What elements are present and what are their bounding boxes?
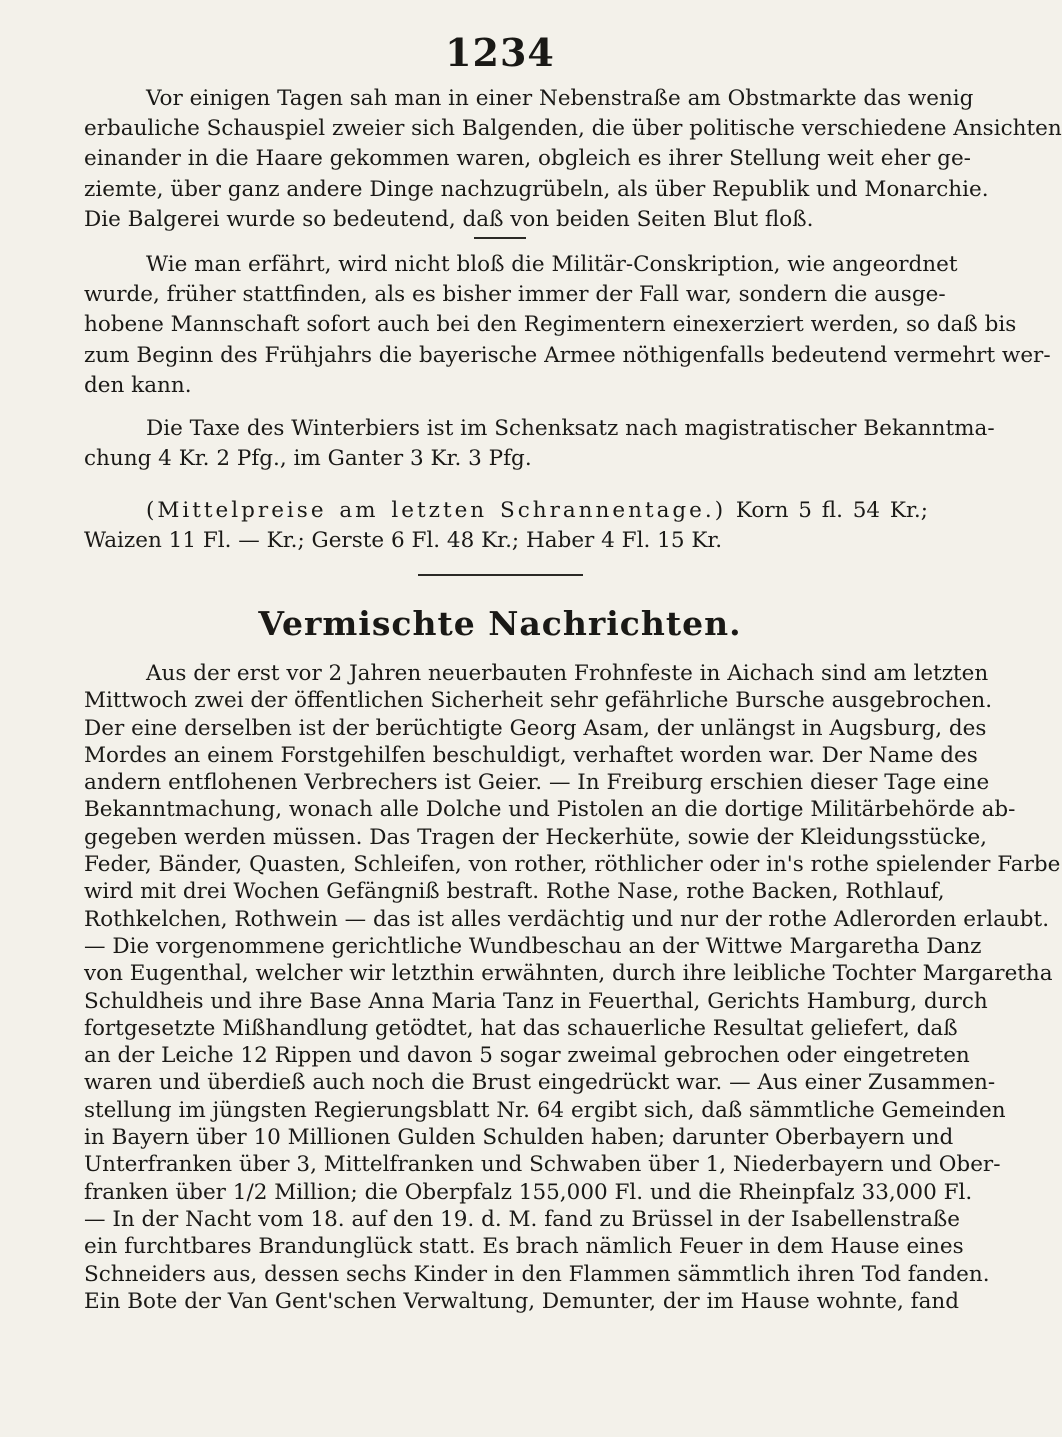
text-line: von Eugenthal, welcher wir letzthin erwähnten, durch ihre leibliche Tochter Margaretha [84, 961, 1053, 987]
text-line: Mordes an einem Forstgehilfen beschuldigt, verhaftet worden war. Der Name des [84, 742, 978, 768]
text-line: wird mit drei Wochen Gefängniß bestraft. Rothe Nase, rothe Backen, Rothlauf, [84, 879, 945, 905]
text-line: Schneiders aus, dessen sechs Kinder in den Flammen sämmtlich ihren Tod fanden. [84, 1261, 990, 1287]
text-line: wurde, früher stattfinden, als es bisher immer der Fall war, sondern die ausge- [84, 282, 946, 308]
text-line: an der Leiche 12 Rippen und davon 5 sogar zweimal gebrochen oder eingetreten [84, 1043, 970, 1069]
text-line: waren und überdieß auch noch die Brust eingedrückt war. — Aus einer Zusammen- [84, 1070, 996, 1096]
paragraph-conskription [84, 250, 1051, 401]
text-line: Bekanntmachung, wonach alle Dolche und Pistolen an die dortige Militärbehörde ab- [84, 797, 1016, 823]
paragraph-obstmarkt [84, 84, 1062, 235]
text-line: chung 4 Kr. 2 Pfg., im Ganter 3 Kr. 3 Pfg. [84, 446, 532, 472]
section-heading: Vermischte Nachrichten. [258, 604, 742, 643]
paragraph-winterbier [84, 414, 995, 474]
text-line: einander in die Haare gekommen waren, obgleich es ihrer Stellung weit eher ge- [84, 146, 971, 172]
text-line: Mittwoch zwei der öffentlichen Sicherheit sehr gefährliche Bursche ausgebrochen. [84, 688, 993, 714]
text-line: Wie man erfährt, wird nicht bloß die Militär-Conskription, wie angeordnet [146, 252, 958, 277]
paragraph-vermischte-nachrichten [84, 660, 1061, 1315]
text-line: Schuldheis und ihre Base Anna Maria Tanz in Feuerthal, Gerichts Hamburg, durch [84, 988, 988, 1014]
text-line: Waizen 11 Fl. — Kr.; Gerste 6 Fl. 48 Kr.; Haber 4 Fl. 15 Kr. [84, 528, 723, 554]
page-number: 1234 [445, 30, 555, 75]
paragraph-schrannenpreise [84, 496, 928, 556]
text-line: — In der Nacht vom 18. auf den 19. d. M. fand zu Brüssel in der Isabellenstraße [84, 1206, 961, 1232]
section-divider [474, 237, 526, 239]
text-line: ein furchtbares Brandunglück statt. Es brach nämlich Feuer in dem Hause eines [84, 1234, 964, 1260]
text-line [84, 496, 928, 526]
text-line: Ein Bote der Van Gent'schen Verwaltung, Demunter, der im Hause wohnte, fand [84, 1288, 960, 1314]
korn-price: Korn 5 fl. 54 Kr.; [735, 498, 928, 523]
text-line: andern entflohenen Verbrechers ist Geier. — In Freiburg erschien dieser Tage eine [84, 770, 990, 796]
text-line: Aus der erst vor 2 Jahren neuerbauten Frohnfeste in Aichach sind am letzten [146, 661, 989, 686]
text-line: zum Beginn des Frühjahrs die bayerische Armee nöthigenfalls bedeutend vermehrt wer- [84, 342, 1051, 368]
text-line: Der eine derselben ist der berüchtigte Georg Asam, der unlängst in Augsburg, des [84, 715, 987, 741]
text-line: gegeben werden müssen. Das Tragen der Heckerhüte, sowie der Kleidungsstücke, [84, 824, 987, 850]
text-line: in Bayern über 10 Millionen Gulden Schulden haben; darunter Oberbayern und [84, 1125, 954, 1151]
text-line: hobene Mannschaft sofort auch bei den Regimentern einexerziert werden, so daß bis [84, 312, 1017, 338]
text-line: den kann. [84, 372, 192, 398]
text-line: ziemte, über ganz andere Dinge nachzugrübeln, als über Republik und Monarchie. [84, 176, 989, 202]
text-line: Die Balgerei wurde so bedeutend, daß von beiden Seiten Blut floß. [84, 206, 814, 232]
text-line: Vor einigen Tagen sah man in einer Nebenstraße am Obstmarkte das wenig [146, 86, 974, 111]
text-line: franken über 1/2 Million; die Oberpfalz 155,000 Fl. und die Rheinpfalz 33,000 Fl. [84, 1179, 973, 1205]
text-line: Unterfranken über 3, Mittelfranken und Schwaben über 1, Niederbayern und Ober- [84, 1152, 1001, 1178]
text-line: stellung im jüngsten Regierungsblatt Nr. 64 ergibt sich, daß sämmtliche Gemeinden [84, 1097, 1006, 1123]
text-line: Rothkelchen, Rothwein — das ist alles verdächtig und nur der rothe Adlerorden erlaubt. [84, 906, 1050, 932]
text-line: fortgesetzte Mißhandlung getödtet, hat das schauerliche Resultat geliefert, daß [84, 1015, 958, 1041]
section-divider [418, 574, 583, 576]
prices-label: (Mittelpreise am letzten Schrannentage.) [146, 498, 727, 523]
text-line: Die Taxe des Winterbiers ist im Schenksatz nach magistratischer Bekanntma- [146, 416, 995, 441]
text-line: Feder, Bänder, Quasten, Schleifen, von rother, röthlicher oder in's rothe spielender Farbe [84, 852, 1061, 878]
text-line: — Die vorgenommene gerichtliche Wundbeschau an der Wittwe Margaretha Danz [84, 933, 982, 959]
text-line: erbauliche Schauspiel zweier sich Balgenden, die über politische verschiedene Ansichten [84, 116, 1062, 142]
